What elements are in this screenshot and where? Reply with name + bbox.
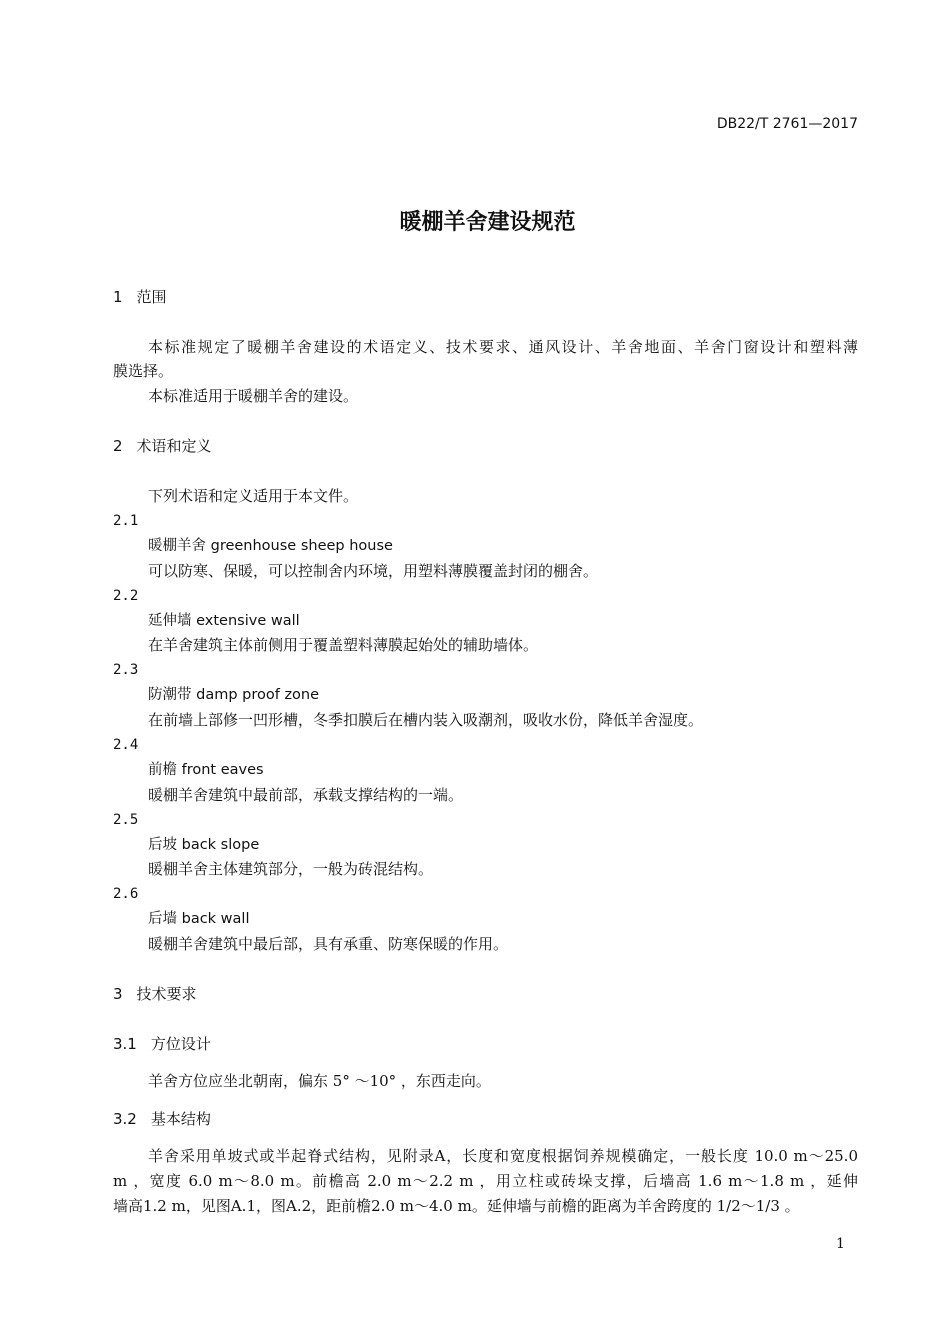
term-definition: 暖棚羊舍主体建筑部分，一般为砖混结构。: [148, 860, 434, 878]
section-3-heading: [113, 984, 211, 1004]
paragraph-line: 羊舍采用单坡式或半起脊式结构，见附录A，长度和宽度根据饲养规模确定，一般长度 10.0 m～25.0: [148, 1147, 858, 1165]
paragraph-line: 墙高1.2 m，见图A.1，图A.2，距前檐2.0 m～4.0 m。延伸墙与前檐的距离为羊舍跨度的 1/2～1/3 。: [113, 1197, 800, 1215]
paragraph-line: m ，宽度 6.0 m～8.0 m。前檐高 2.0 m～2.2 m ，用立柱或砖垛支撑，后墙高 1.6 m～1.8 m ，延伸: [113, 1172, 858, 1190]
doc-number: DB22/T 2761—2017: [716, 116, 858, 132]
section-number: 3.1: [113, 1035, 137, 1053]
section-number: 1: [113, 288, 123, 306]
term-definition: 在羊舍建筑主体前侧用于覆盖塑料薄膜起始处的辅助墙体。: [148, 636, 539, 654]
section-title: 术语和定义: [136, 437, 212, 455]
term-name: 暖棚羊舍 greenhouse sheep house: [148, 538, 393, 554]
section-title: 基本结构: [150, 1110, 211, 1128]
section-2-heading: [113, 436, 226, 456]
term-name: 后墙 back wall: [148, 911, 250, 927]
term-number: 2.3: [113, 662, 139, 678]
section-title: 范围: [136, 288, 167, 306]
term-definition: 暖棚羊舍建筑中最后部，具有承重、防寒保暖的作用。: [148, 935, 509, 953]
paragraph: 下列术语和定义适用于本文件。: [148, 487, 359, 505]
term-number: 2.4: [113, 737, 139, 753]
section-number: 3.2: [113, 1110, 137, 1128]
term-name: 后坡 back slope: [148, 837, 260, 853]
term-number: 2.1: [113, 513, 139, 529]
section-number: 2: [113, 437, 123, 455]
page-number: 1: [836, 1236, 845, 1252]
term-definition: 暖棚羊舍建筑中最前部，承载支撑结构的一端。: [148, 786, 464, 804]
paragraph-line: 膜选择。: [113, 362, 174, 380]
paragraph: 羊舍方位应坐北朝南，偏东 5° ～10° ，东西走向。: [148, 1072, 491, 1090]
paragraph: 本标准适用于暖棚羊舍的建设。: [148, 387, 359, 405]
section-title: 技术要求: [136, 985, 197, 1003]
subsection-3-1-heading: [113, 1034, 225, 1054]
section-1-heading: [113, 287, 181, 307]
term-number: 2.2: [113, 588, 139, 604]
term-number: 2.6: [113, 886, 139, 902]
term-definition: 在前墙上部修一凹形槽，冬季扣膜后在槽内装入吸潮剂，吸收水份，降低羊舍湿度。: [148, 711, 704, 729]
term-number: 2.5: [113, 812, 139, 828]
term-name: 延伸墙 extensive wall: [148, 613, 300, 629]
subsection-3-2-heading: [113, 1109, 225, 1129]
page-title: 暖棚羊舍建设规范: [399, 210, 576, 235]
section-title: 方位设计: [150, 1035, 211, 1053]
term-definition: 可以防寒、保暖，可以控制舍内环境，用塑料薄膜覆盖封闭的棚舍。: [148, 562, 599, 580]
section-number: 3: [113, 985, 123, 1003]
term-name: 前檐 front eaves: [148, 762, 264, 778]
term-name: 防潮带 damp proof zone: [148, 687, 320, 703]
paragraph-line: 本标准规定了暖棚羊舍建设的术语定义、技术要求、通风设计、羊舍地面、羊舍门窗设计和塑料薄: [148, 338, 858, 356]
